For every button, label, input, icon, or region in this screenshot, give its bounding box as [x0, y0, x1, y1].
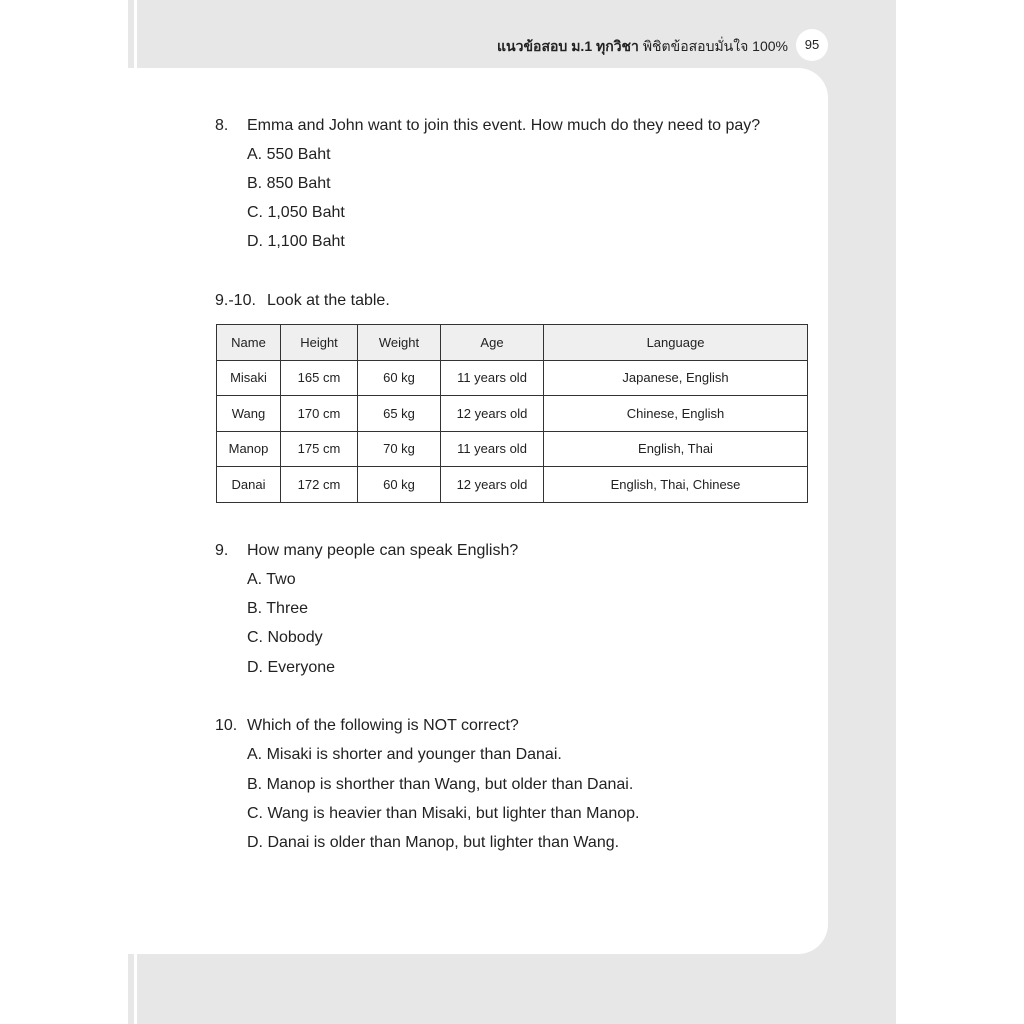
- header-title-rest: พิชิตข้อสอบมั่นใจ 100%: [642, 38, 788, 54]
- header-height: Height: [281, 325, 358, 361]
- cell: Wang: [217, 396, 281, 432]
- q9-option-d: D. Everyone: [247, 659, 336, 676]
- q9-option-b: B. Three: [247, 600, 309, 617]
- header-name: Name: [217, 325, 281, 361]
- cell: Japanese, English: [544, 360, 808, 396]
- q10-option-b: B. Manop is shorther than Wang, but older than Danai.: [247, 776, 634, 793]
- q9-option-a: A. Two: [247, 571, 296, 588]
- table-row: [217, 360, 808, 396]
- q10-text: Which of the following is NOT correct?: [247, 717, 519, 734]
- cell: 60 kg: [358, 467, 441, 503]
- table-row: [217, 431, 808, 467]
- cell: Danai: [217, 467, 281, 503]
- q8-number: 8.: [215, 117, 229, 134]
- q10-option-c: C. Wang is heavier than Misaki, but lighter than Manop.: [247, 805, 640, 822]
- page-number: 95: [796, 29, 828, 61]
- cell: 65 kg: [358, 396, 441, 432]
- q9-number: 9.: [215, 542, 229, 559]
- table-row: [217, 467, 808, 503]
- student-table: [216, 324, 808, 503]
- q10-option-d: D. Danai is older than Manop, but lighter than Wang.: [247, 834, 620, 851]
- cell: 11 years old: [441, 360, 544, 396]
- header-title-bold: แนวข้อสอบ ม.1 ทุกวิชา: [497, 38, 639, 54]
- cell: 12 years old: [441, 467, 544, 503]
- running-header: [497, 36, 788, 58]
- q10-option-a: A. Misaki is shorter and younger than Danai.: [247, 746, 562, 763]
- cell: Chinese, English: [544, 396, 808, 432]
- q9-option-c: C. Nobody: [247, 629, 323, 646]
- cell: English, Thai: [544, 431, 808, 467]
- cell: Misaki: [217, 360, 281, 396]
- table-row: [217, 396, 808, 432]
- cell: 11 years old: [441, 431, 544, 467]
- q9-text: How many people can speak English?: [247, 542, 519, 559]
- q8-option-b: B. 850 Baht: [247, 175, 331, 192]
- q10-number: 10.: [215, 717, 238, 734]
- cell: 165 cm: [281, 360, 358, 396]
- header-age: Age: [441, 325, 544, 361]
- q8-text: Emma and John want to join this event. How much do they need to pay?: [247, 117, 761, 134]
- table-header-row: [217, 325, 808, 361]
- cell: 172 cm: [281, 467, 358, 503]
- q8-option-a: A. 550 Baht: [247, 146, 331, 163]
- section-text: Look at the table.: [267, 292, 390, 309]
- q8-option-d: D. 1,100 Baht: [247, 233, 345, 250]
- section-number: 9.-10.: [215, 292, 256, 309]
- cell: 70 kg: [358, 431, 441, 467]
- cell: 60 kg: [358, 360, 441, 396]
- cell: 170 cm: [281, 396, 358, 432]
- cell: English, Thai, Chinese: [544, 467, 808, 503]
- cell: 12 years old: [441, 396, 544, 432]
- header-weight: Weight: [358, 325, 441, 361]
- cell: Manop: [217, 431, 281, 467]
- q8-option-c: C. 1,050 Baht: [247, 204, 345, 221]
- cell: 175 cm: [281, 431, 358, 467]
- header-language: Language: [544, 325, 808, 361]
